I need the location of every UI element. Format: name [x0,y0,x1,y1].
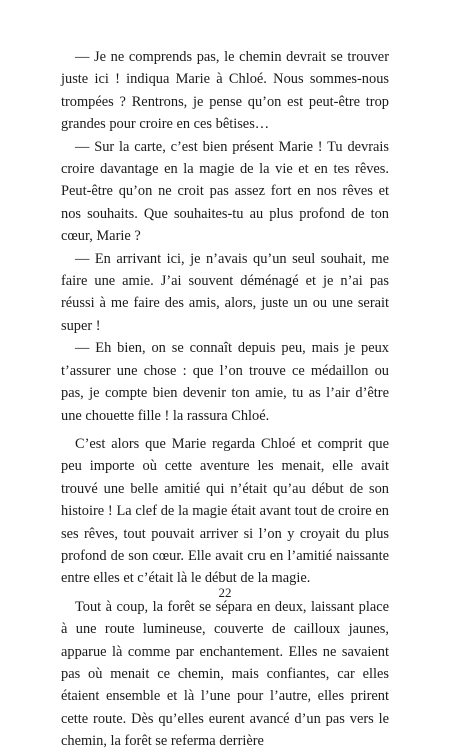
page-number: 22 [218,585,232,600]
paragraph-dialogue-chloe-1: — Sur la carte, c’est bien présent Marie ! Tu devrais croire davantage en la magie de la vie et en tes rêves. Peut-être qu’on ne croit pas assez fort en nos rêves et nos souhaits. Que souhaites-tu au plus profond de ton cœur, Marie ? [61,138,389,245]
paragraph-narration-2: Tout à coup, la forêt se sépara en deux, laissant place à une route lumineuse, couverte de cailloux jaunes, apparue là comme par enchantement. Elles ne savaient pas où menait ce chemin, mais confiantes, car elles étaient ensemble et là l’une pour l’autre, elles prirent cette route. Dès qu’elles eurent avancé d’un pas vers le chemin, la forêt se referma derrière [61,598,389,750]
paragraph-dialogue-marie-1: — Je ne comprends pas, le chemin devrait se trouver juste ici ! indiqua Marie à Chloé. Nous sommes-nous trompées ? Rentrons, je pense qu’on est peut-être trop grandes pour croire en ces bêtises… [61,49,389,133]
paragraph-narration-1: C’est alors que Marie regarda Chloé et comprit que peu importe où cette aventure les menait, elle avait trouvé une belle amitié qui n’était qu’au début de son histoire ! La clef de la magie était avant tout de croire en ses rêves, tout pouvait arriver si l’on y croyait du plus profond de son cœur. Elle avait cru en l’amitié naissante entre elles et c’était là le début de la magie. [61,435,389,587]
body-text [61,46,389,753]
paragraph-dialogue-chloe-2: — Eh bien, on se connaît depuis peu, mais je peux t’assurer une chose : que l’on trouve ce médaillon ou pas, je compte bien devenir ton amie, tu as l’air d’être une chouette fille ! la rassura Chloé. [61,340,389,424]
paragraph-dialogue-marie-2: — En arrivant ici, je n’avais qu’un seul souhait, me faire une amie. J’ai souvent déménagé et je n’ai pas réussi à me faire des amis, alors, juste un ou une serait super ! [61,250,389,334]
